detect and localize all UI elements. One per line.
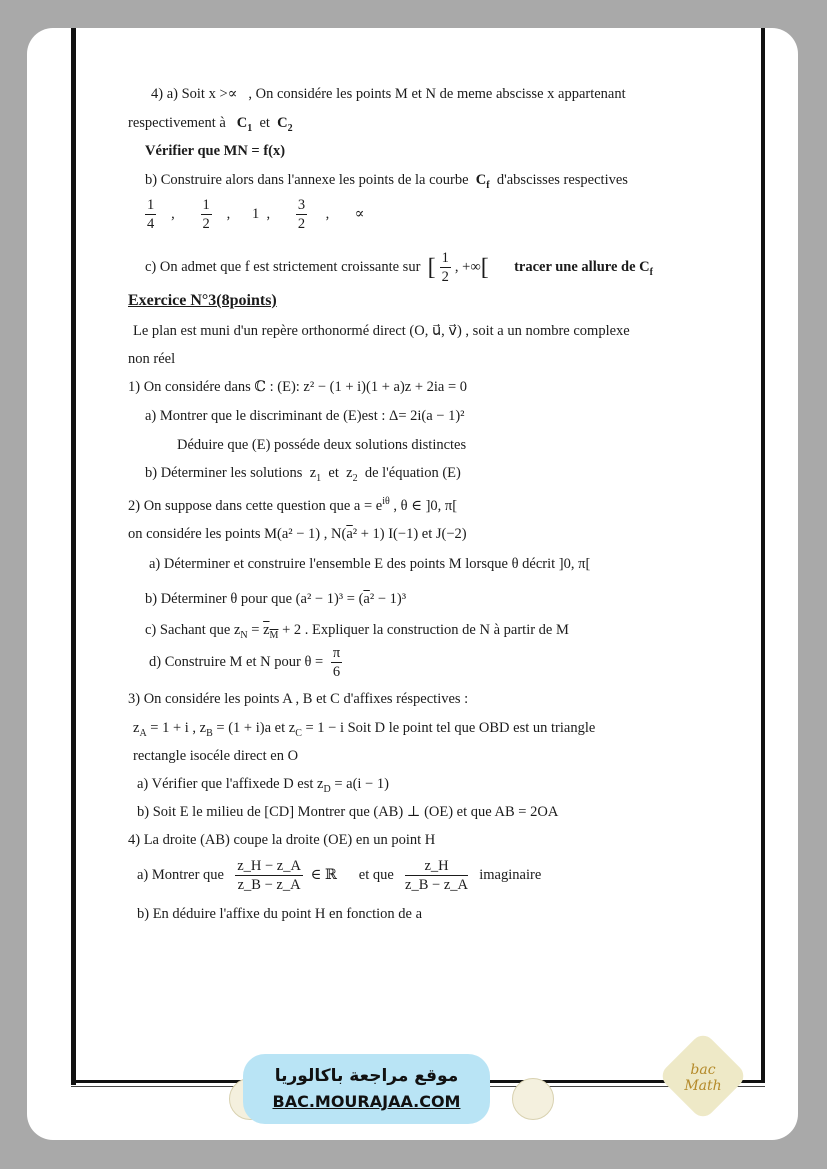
footer-banner[interactable] <box>243 1054 490 1124</box>
q4a-line2: respectivement à $C_1$ et $C_2$ <box>128 115 293 134</box>
ex3-part4a: a) Montrer que $\frac{z\_H - z\_A}{z\_B - z\_A}$ ∈ ℝ et que $\frac{z\_H}{z\_B - z\_A}$ imaginaire <box>137 858 542 893</box>
right-emblem-icon <box>512 1078 554 1120</box>
ex3-part1b: b) Déterminer les solutions $z_1$ et $z_2$ de l'équation (E) <box>145 465 461 484</box>
ex3-intro-line1: Le plan est muni d'un repère orthonormé direct (O, u⃗, v⃗) , soit a un nombre complexe <box>133 323 630 339</box>
q4a-line1: 4) a) Soit x >∝ , On considére les points M et N de meme abscisse x appartenant <box>151 86 626 102</box>
ex3-part1a-deduce: Déduire que (E) posséde deux solutions distinctes <box>177 437 467 453</box>
bac-math-logo-text: bac Math <box>684 1062 722 1094</box>
q4-verify: Vérifier que MN = f(x) <box>145 143 286 159</box>
ex3-part2d: d) Construire M et N pour θ = $\frac{\pi}{6}$ <box>149 645 341 680</box>
ex3-part2b: b) Déterminer θ pour que $(a^2 - 1)^3 = (\overline{a}^2 - 1)^3$ <box>145 591 407 607</box>
ex3-part3-line3: rectangle isocéle direct en O <box>133 748 299 764</box>
ex3-part4: 4) La droite (AB) coupe la droite (OE) en un point H <box>128 832 436 848</box>
ex3-part2c: c) Sachant que $z_N = z_M + 2$ . Expliquer la construction de N à partir de M <box>145 622 569 641</box>
ex3-part2a: a) Déterminer et construire l'ensemble E des points M lorsque θ décrit ]0, π[ <box>149 556 591 572</box>
exercise-title: Exercice N°3(8points) <box>128 292 277 309</box>
q4b-abscissas: $\frac{1}{4}$ , $\frac{1}{2}$ , 1 , $\frac{3}{2}$ , ∝ <box>147 197 365 232</box>
ex3-part1: 1) On considére dans ℂ : (E): z² − (1 + i)(1 + a)z + 2ia = 0 <box>128 379 468 395</box>
ex3-intro-line2: non réel <box>128 351 176 367</box>
page-border-left <box>71 28 76 1085</box>
q4c-line: c) On admet que f est strictement croissante sur [ $\frac{1}{2}$ , +∞[ tracer une allure de $C_f$ <box>145 250 653 285</box>
ex3-part1a: a) Montrer que le discriminant de (E)est : Δ= 2i(a − 1)² <box>145 408 465 424</box>
ex3-part2-points: on considére les points M(a² − 1) , $N(\overline{a}^2 + 1)$ I(−1) et J(−2) <box>128 526 467 542</box>
ex3-part3-affixes: $z_A = 1 + i$ , $z_B = (1 + i)a$ et $z_C = 1 - i$ Soit D le point tel que OBD est un triangle <box>133 720 596 739</box>
ex3-part4b: b) En déduire l'affixe du point H en fonction de a <box>137 906 423 922</box>
footer-url-link[interactable]: BAC.MOURAJAA.COM <box>272 1092 461 1111</box>
ex3-part2: 2) On suppose dans cette question que $a = e^{i\theta}$ , θ ∈ ]0, π[ <box>128 496 458 514</box>
q4b-line: b) Construire alors dans l'annexe les points de la courbe $C_f$ d'abscisses respectives <box>145 172 628 191</box>
ex3-part3b: b) Soit E le milieu de [CD] Montrer que (AB) ⊥ (OE) et que AB = 2OA <box>137 804 559 820</box>
footer-arabic-title: موقع مراجعة باكالوريا <box>274 1066 459 1086</box>
page-border-right <box>761 28 765 1083</box>
document-page <box>27 28 798 1140</box>
ex3-part3: 3) On considére les points A , B et C d'affixes réspectives : <box>128 691 469 707</box>
ex3-part3a: a) Vérifier que l'affixede D est $z_D = a(i - 1)$ <box>137 776 389 795</box>
